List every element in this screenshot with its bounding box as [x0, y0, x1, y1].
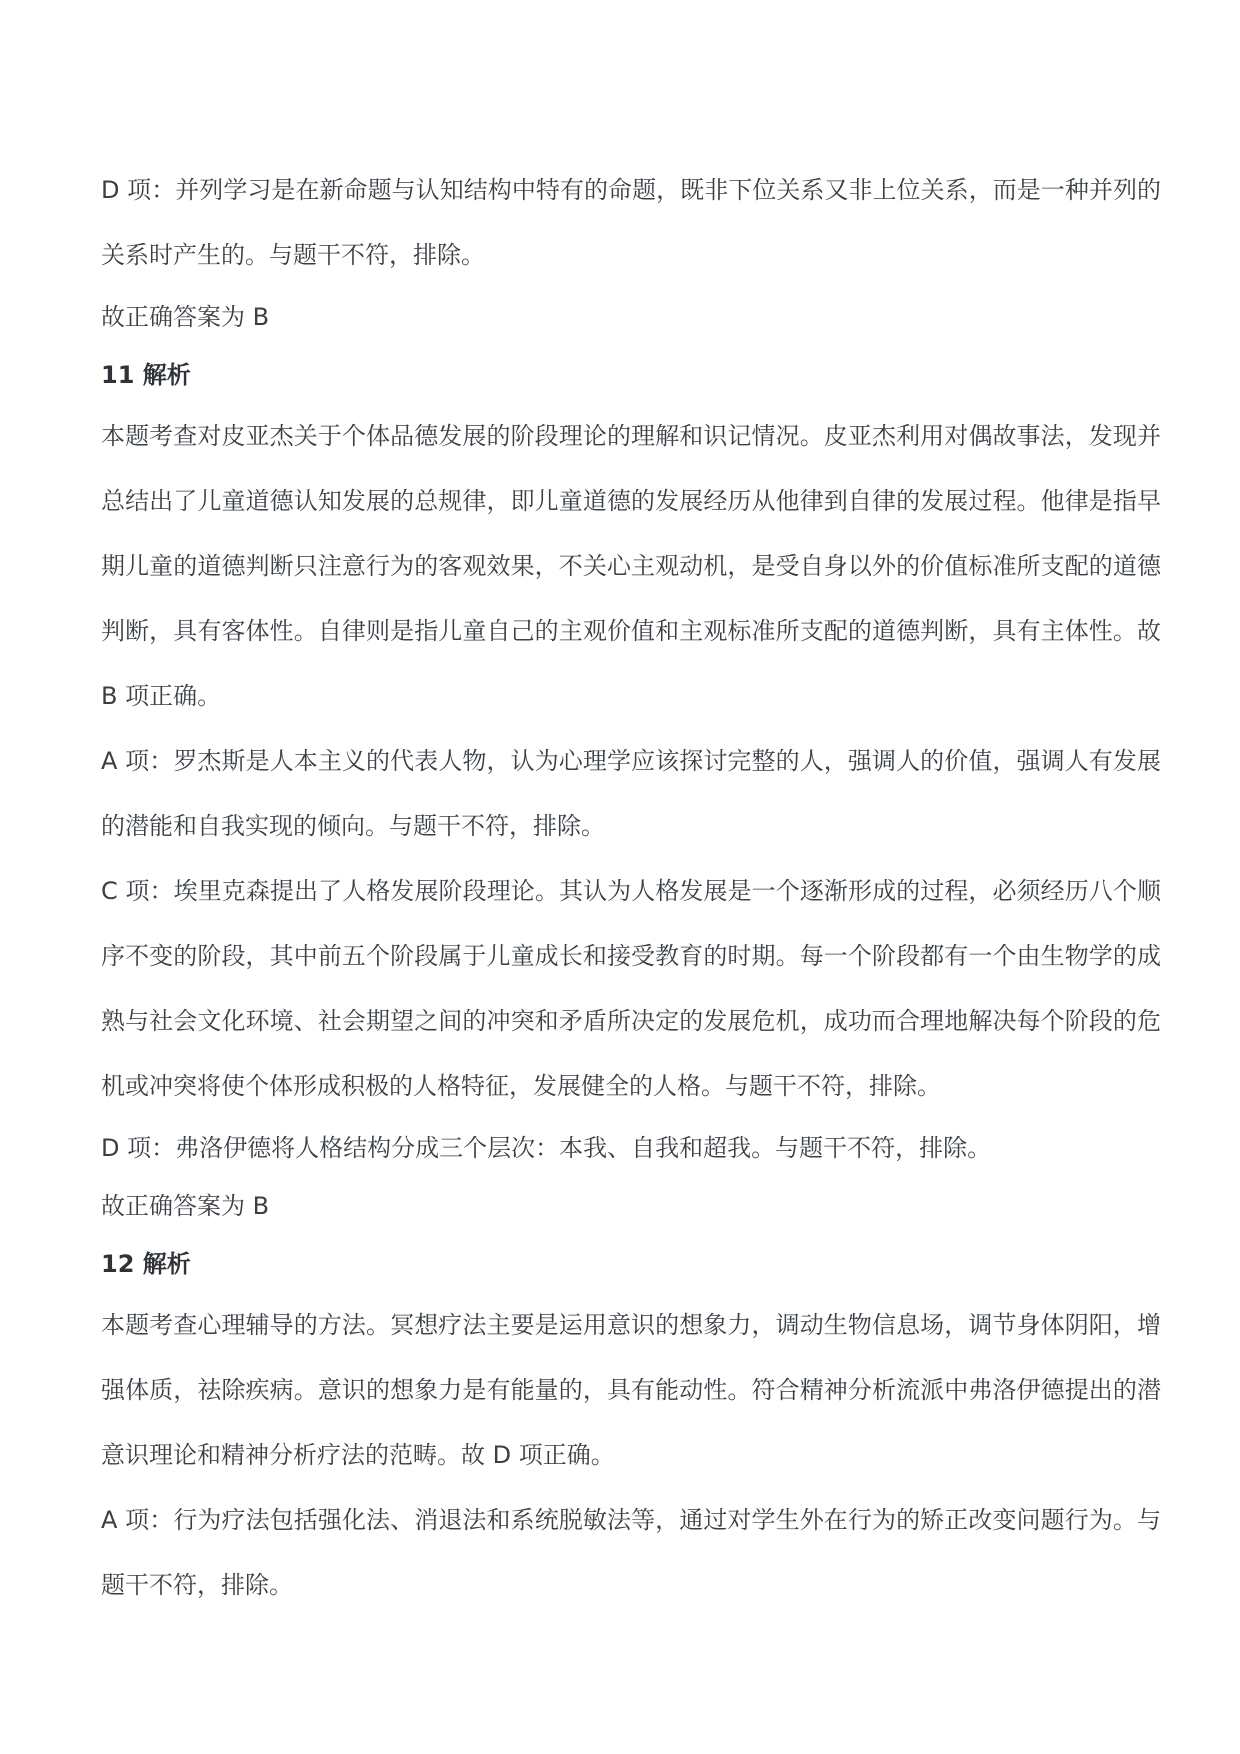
option-d-explanation-q10: D 项：并列学习是在新命题与认知结构中特有的命题，既非下位关系又非上位关系，而是一种并列的关系时产生的。与题干不符，排除。	[101, 176, 1161, 269]
analysis-q12: 本题考查心理辅导的方法。冥想疗法主要是运用意识的想象力，调动生物信息场，调节身体阴阳，增强体质，祛除疾病。意识的想象力是有能量的，具有能动性。符合精神分析流派中弗洛伊德提出的潜意识理论和精神分析疗法的范畴。故 D 项正确。	[101, 1311, 1161, 1469]
heading-q11: 11 解析	[101, 361, 191, 389]
option-a-explanation-q12: A 项：行为疗法包括强化法、消退法和系统脱敏法等，通过对学生外在行为的矫正改变问题行为。与题干不符，排除。	[101, 1506, 1161, 1599]
option-d-explanation-q11: D 项：弗洛伊德将人格结构分成三个层次：本我、自我和超我。与题干不符，排除。	[101, 1134, 992, 1162]
option-c-explanation-q11: C 项：埃里克森提出了人格发展阶段理论。其认为人格发展是一个逐渐形成的过程，必须经历八个顺序不变的阶段，其中前五个阶段属于儿童成长和接受教育的时期。每一个阶段都有一个由生物学的成熟与社会文化环境、社会期望之间的冲突和矛盾所决定的发展危机，成功而合理地解决每个阶段的危机或冲突将使个体形成积极的人格特征，发展健全的人格。与题干不符，排除。	[101, 877, 1161, 1100]
document-body	[101, 158, 1161, 1618]
heading-q12: 12 解析	[101, 1250, 191, 1278]
answer-q11: 故正确答案为 B	[101, 1192, 270, 1220]
answer-q10: 故正确答案为 B	[101, 303, 270, 331]
analysis-q11: 本题考查对皮亚杰关于个体品德发展的阶段理论的理解和识记情况。皮亚杰利用对偶故事法，发现并总结出了儿童道德认知发展的总规律，即儿童道德的发展经历从他律到自律的发展过程。他律是指早期儿童的道德判断只注意行为的客观效果，不关心主观动机，是受自身以外的价值标准所支配的道德判断，具有客体性。自律则是指儿童自己的主观价值和主观标准所支配的道德判断，具有主体性。故 B 项正确。	[101, 422, 1161, 710]
option-a-explanation-q11: A 项：罗杰斯是人本主义的代表人物，认为心理学应该探讨完整的人，强调人的价值，强调人有发展的潜能和自我实现的倾向。与题干不符，排除。	[101, 747, 1161, 840]
